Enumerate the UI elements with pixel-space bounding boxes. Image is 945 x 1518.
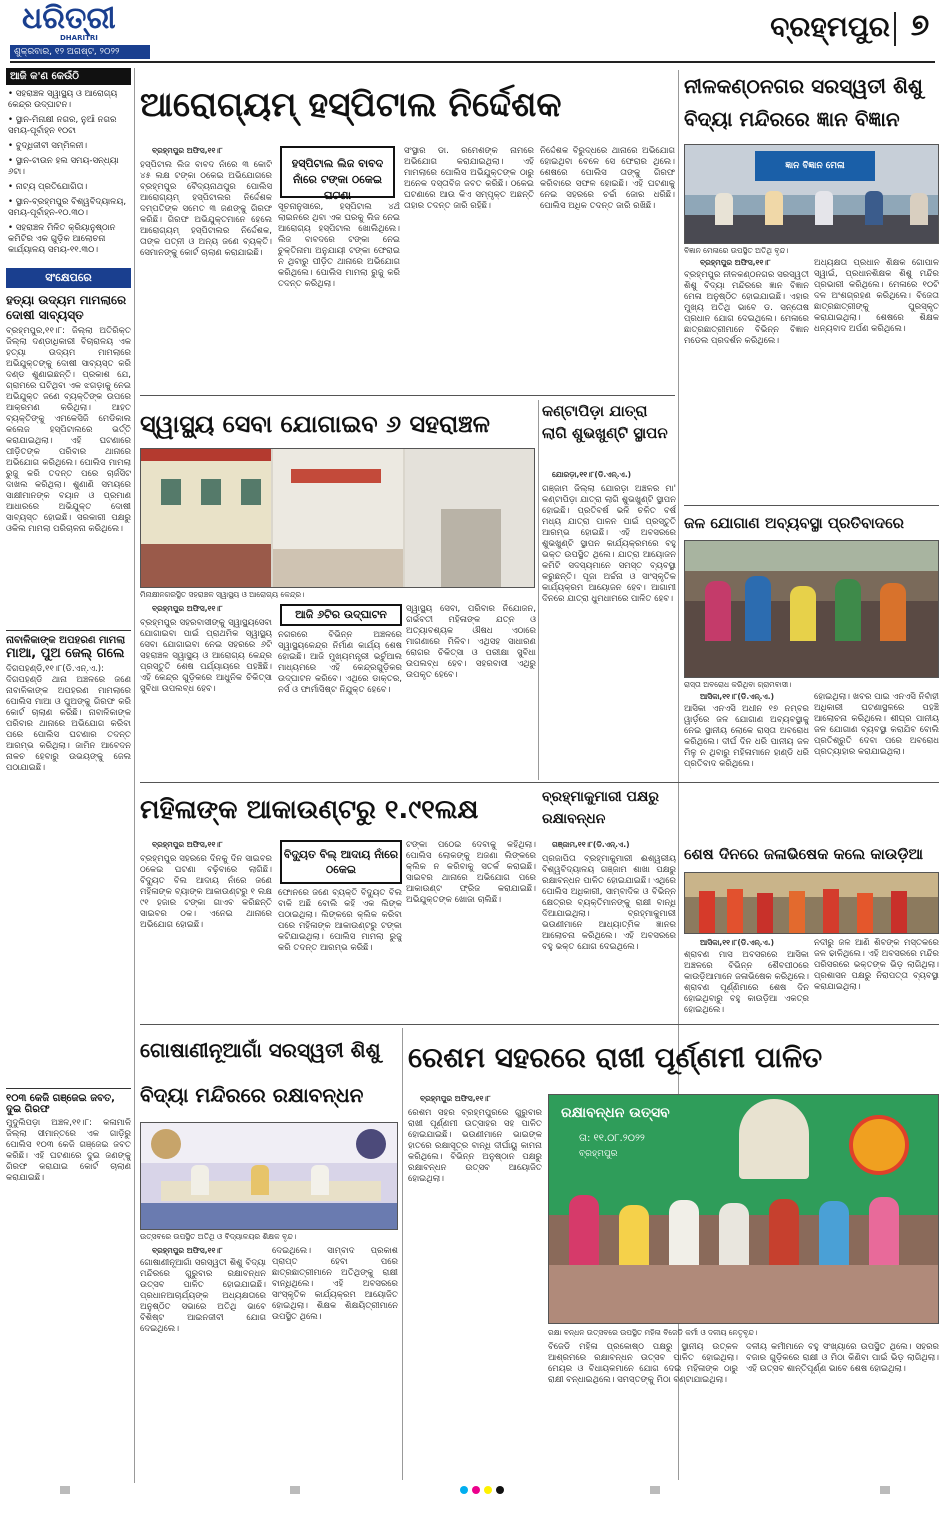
page-number: ୭ [910,8,930,43]
col-rule [402,1028,403,1480]
story9-headline[interactable]: ଗୋଷାଣୀନୂଆଗାଁ ସରସ୍ୱତୀ ଶିଶୁ ବିଦ୍ୟା ମନ୍ଦିରରେ ରକ୍ଷାବନ୍ଧନ [140,1038,381,1107]
photo-devotee [857,893,873,934]
photo-banner [291,469,381,483]
story6-col1: ବ୍ରହ୍ମପୁର ସହରରେ ଦିନକୁ ଦିନ ସାଇବର ଠକେଇ ଘଟଣା ବଢ଼ିବାରେ ଲାଗିଛି। ବିଦ୍ୟୁତ ବିଲ ଆଦାୟ ନାଁରେ ଜଣେ ମହିଳାଙ୍କ ବ୍ୟାଙ୍କ ଆକାଉଣ୍ଟରୁ ୧ ଲକ୍ଷ ୯୧ ହଜାର ଟଙ୍କା ଗାଏବ କରିଛନ୍ତି ସାଇବର ଠକ। ଏନେଇ ଥାନାରେ ଅଭିଯୋଗ ହୋଇଛି। [140,854,272,930]
story7-dateline: ଗଞ୍ଜାମ,୧୧।୮(ଡି.ଏନ୍.ଏ.) [552,840,630,849]
story2-dateline: ବ୍ରହ୍ମପୁର ଅଫିସ,୧୧।୮ [700,258,771,267]
story8-headline[interactable]: ଶେଷ ଦିନରେ ଜଳାଭିଷେକ କଲେ କାଉଡ଼ିଆ [684,845,924,863]
story1-dateline: ବ୍ରହ୍ମପୁର ଅଫିସ,୧୧।୮ [152,146,223,155]
event-item: • ବୁଦ୍ଧିଜୀବୀ ସମ୍ମିଳନୀ। [8,141,129,152]
brief-title: ସଂକ୍ଷେପରେ [6,268,131,288]
story6-dateline: ବ୍ରହ୍ମପୁର ଅଫିସ,୧୧।୮ [152,840,223,849]
story9-dateline: ବ୍ରହ୍ମପୁର ଅଫିସ,୧୧।୮ [152,1246,223,1255]
story8-photo [684,872,939,934]
story3-caption: ମିନାକ୍ଷୀନଗରସ୍ଥିତ ସହରାଞ୍ଚଳ ସ୍ୱାସ୍ଥ୍ୟ ଓ ଆରୋଗ୍ୟ କେନ୍ଦ୍ର। [140,590,305,599]
story2-headline[interactable]: ନୀଳକଣ୍ଠନଗର ସରସ୍ୱତୀ ଶିଶୁ ବିଦ୍ୟା ମନ୍ଦିରରେ ଜ୍ଞାନ ବିଜ୍ଞାନ [684,74,923,131]
story3-dateline: ବ୍ରହ୍ମପୁର ଅଫିସ,୧୧।୮ [152,604,223,613]
photo-person [910,193,928,225]
sidebar-rule [134,68,135,1483]
masthead [0,0,945,62]
story9-caption: ଉତ୍ସବରେ ଉପସ୍ଥିତ ଅତିଥି ଓ ବିଦ୍ୟାଳୟର ଶିକ୍ଷକ ବୃନ୍ଦ। [140,1232,297,1241]
rule [140,782,939,783]
photo-person [715,193,733,225]
story3-headline[interactable]: ସ୍ୱାସ୍ଥ୍ୟ ସେବା ଯୋଗାଇବ ୬ ସହରାଞ୍ଚଳ [140,410,490,438]
brief2-body: ଦିଗପହଣ୍ଡି,୧୧।୮(ଡି.ଏନ୍.ଏ.): ଦିଗପହଣ୍ଡି ଥାନା ଅଞ୍ଚଳରେ ଜଣେ ନାବାଳିକାଙ୍କ ଅପହରଣ ମାମଲାରେ ପୋଲିସ ମାଆ ଓ ପୁଅଙ୍କୁ ଗିରଫ କରି କୋର୍ଟ ଚାଲାଣ କରିଛି। ନାବାଳିକାଙ୍କ ପରିବାର ଥାନାରେ ଅଭିଯୋଗ କରିବା ପରେ ପୋଲିସ ଘଟଣାର ତଦନ୍ତ ଆରମ୍ଭ କରିଥିଲା। ଜାମିନ ଆବେଦନ ନାକଚ ହେବାରୁ ଉଭୟଙ୍କୁ ଜେଲ ପଠାଯାଇଛି। [6,664,131,773]
story5-caption: ରାସ୍ତା ଅବରୋଧ କରିଥିବା ଗ୍ରାମବାସୀ। [684,680,792,689]
story8-col1: ଶ୍ରାବଣ ମାସ ଅବସରରେ ଆସିକା ଅଞ୍ଚଳରେ ବିଭିନ୍ନ ଶୈବପୀଠରେ କାଉଡ଼ିଆମାନେ ଜଳାଭିଷେକ କରିଥିଲେ। ଶ୍ରାବଣ ପୂର୍ଣ୍ଣିମାରେ ଶେଷ ଦିନ ହୋଇଥିବାରୁ ବହୁ କାଉଡ଼ିଆ ଏକତ୍ର ହୋଇଥିଲେ। [684,950,809,1015]
sidebar [6,68,131,1478]
story5-dateline: ଆସିକା,୧୧।୮(ଡି.ଏନ୍.ଏ.) [700,692,775,701]
color-dot-black [496,1486,504,1494]
photo-floor [141,1203,398,1230]
story3-subbox: ଆଜି ୬ଟିର ଉଦ୍‌ଘାଟନ [280,604,402,626]
photo-banner: ଜ୍ଞାନ ବିଜ୍ଞାନ ମେଳା [755,151,875,181]
story3-col3: ସ୍ୱାସ୍ଥ୍ୟ ସେବା, ପରିବାର ନିଯୋଜନ, ଗର୍ଭବତୀ ମହିଳାଙ୍କ ଯତ୍ନ ଓ ଅତ୍ୟାବଶ୍ୟକ ଔଷଧ ଏଠାରେ ମାଗଣାରେ ମିଳିବ। ଏଥିସହ ସାଧାରଣ ରୋଗର ଚିକିତ୍ସା ଓ ପରୀକ୍ଷା ସୁବିଧା ଉପଲବ୍ଧ ହେବ। ସହରବାସୀ ଏଥିରୁ ଉପକୃତ ହେବେ। [406,604,536,680]
story10-photo [548,1094,939,1324]
story6-col2: ଫୋନରେ ଜଣେ ବ୍ୟକ୍ତି ବିଦ୍ୟୁତ ବିଲ ବାକି ଅଛି ବୋଲି କହି ଏକ ଲିଙ୍କ ପଠାଇଥିଲା। ଲିଙ୍କରେ କ୍ଲିକ କରିବା ପରେ ମହିଳାଙ୍କ ଆକାଉଣ୍ଟରୁ ଟଙ୍କା କଟିଯାଇଥିଲା। ପୋଲିସ ମାମଲା ରୁଜୁ କରି ତଦନ୍ତ ଆରମ୍ଭ କରିଛି। [278,888,402,953]
registration-mark [650,1486,660,1494]
story1-subbox: ହସ୍ପିଟାଲ ଲିଜ ବାବଦ ନାଁରେ ଟଙ୍କା ଠକେଇ ଘଟଣା [280,146,395,198]
story8-dateline: ଆସିକା,୧୧।୮(ଡି.ଏନ୍.ଏ.) [700,938,775,947]
issue-date: ଶୁକ୍ରବାର, ୧୨ ଅଗଷ୍ଟ, ୨୦୨୨ [10,45,150,59]
photo-sky [685,541,939,571]
story6-subbox: ବିଦ୍ୟୁତ ବିଲ୍ ଆଦାୟ ନାଁରେ ଠକେଇ [280,840,402,884]
story10-dateline: ବ୍ରହ୍ମପୁର ଅଫିସ,୧୧।୮ [420,1094,491,1103]
story5-col2: ହୋଇଥିଲା। ଖବର ପାଇ ଏନଏସି ନିର୍ବାହୀ ଅଧିକାରୀ ଘଟଣାସ୍ଥଳରେ ପହଞ୍ଚି ଆଲୋଚନା କରିଥିଲେ। ଶୀଘ୍ର ପାନୀୟ ଜଳ ଯୋଗାଣ ବ୍ୟବସ୍ଥା କରାଯିବ ବୋଲି ପ୍ରତିଶ୍ରୁତି ଦେବା ପରେ ଅବରୋଧ ପ୍ରତ୍ୟାହାର କରାଯାଇଥିଲା। [814,692,939,757]
newspaper-logo-sub: DHARITRI [60,34,98,42]
brief1-body: ବ୍ରହ୍ମପୁର,୧୧।୮: ଜିଲ୍ଲା ଅତିରିକ୍ତ ଜିଲ୍ଲା ଦଣ୍ଡାଧିକାରୀ ବିଚାରାଳୟ ଏକ ହତ୍ୟା ଉଦ୍ୟମ ମାମଲାରେ ଅଭିଯୁକ୍ତଙ୍କୁ ଦୋଷୀ ସାବ୍ୟସ୍ତ କରି ଦଣ୍ଡ ଶୁଣାଇଛନ୍ତି। ପ୍ରକାଶ ଯେ, ଗ୍ରାମରେ ଘଟିଥିବା ଏକ ଝଗଡ଼ାକୁ ନେଇ ଅଭିଯୁକ୍ତ ଜଣେ ବ୍ୟକ୍ତିଙ୍କ ଉପରେ ଆକ୍ରମଣ କରିଥିଲା। ଆହତ ବ୍ୟକ୍ତିଙ୍କୁ ଏମକେସିଜି ମେଡିକାଲ କଲେଜ ହସ୍ପିଟାଲରେ ଭର୍ତ୍ତି କରାଯାଇଥିଲା। ଏହି ଘଟଣାରେ ପୀଡ଼ିତଙ୍କ ପରିବାର ଥାନାରେ ଅଭିଯୋଗ କରିଥିଲେ। ପୋଲିସ ମାମଲା ରୁଜୁ କରି ତଦନ୍ତ ପରେ ଚାର୍ଜସିଟ ଦାଖଲ କରିଥିଲା। ଶୁଣାଣି ସମୟରେ ସାକ୍ଷୀମାନଙ୍କ ବୟାନ ଓ ପ୍ରମାଣ ଆଧାରରେ ଅଭିଯୁକ୍ତ ଦୋଷୀ ସାବ୍ୟସ୍ତ ହୋଇଛି। ସରକାରୀ ପକ୍ଷରୁ ଓକିଲ ମାମଲା ପରିଚାଳନା କରିଥିଲେ। [6,326,131,534]
photo-person [815,191,833,225]
event-item: • ସ୍ଥାନ-ମିନାକ୍ଷୀ ନଗର, ନୁଆଁ ନଗର ସମୟ-ପୂର୍ବାହ୍ନ ୧୦ଟା [8,115,129,137]
story1-col1: ହସ୍ପିଟାଲ ଲିଜ ବାବଦ ନାଁରେ ୩ କୋଟି ୪୫ ଲକ୍ଷ ଟଙ୍କା ଠକେଇ ଅଭିଯୋଗରେ ବ୍ରହ୍ମପୁର ବୈଦ୍ୟନାଥପୁର ପୋଲିସ ଆରୋଗ୍ୟମ୍ ହସ୍ପିଟାଲର ନିର୍ଦ୍ଦେଶକ ଦମ୍ପତିଙ୍କ ସମେତ ୩ ଜଣଙ୍କୁ ଗିରଫ କରିଛି। ଗିରଫ ଅଭିଯୁକ୍ତମାନେ ହେଲେ ଆରୋଗ୍ୟମ୍ ହସ୍ପିଟାଲର ନିର୍ଦ୍ଦେଶକ, ତାଙ୍କ ପତ୍ନୀ ଓ ଅନ୍ୟ ଜଣେ ବ୍ୟକ୍ତି। ସେମାନଙ୍କୁ କୋର୍ଟ ଚାଲାଣ କରାଯାଇଛି। [140,160,272,258]
photo-devotee [699,891,715,934]
story1-col4: ନିର୍ଦ୍ଦେଶକ ବିରୁଦ୍ଧରେ ଥାନାରେ ଅଭିଯୋଗ ହୋଇଥିବା ବେଳେ ସେ ଫେରାର ଥିଲେ। ଶେଷରେ ପୋଲିସ ତାଙ୍କୁ ଗିରଫ କରିବାରେ ସଫଳ ହୋଇଛି। ଏହି ଘଟଣାକୁ ନେଇ ସହରରେ ଚର୍ଚ୍ଚା ଜୋର ଧରିଛି। ପୋଲିସ ଅଧିକ ତଦନ୍ତ ଜାରି ରଖିଛି। [540,146,675,211]
story7-body: ପ୍ରଜାପିତା ବ୍ରହ୍ମାକୁମାରୀ ଈଶ୍ୱରୀୟ ବିଶ୍ୱବିଦ୍ୟାଳୟ ଗଞ୍ଜାମ ଶାଖା ପକ୍ଷରୁ ରକ୍ଷାବନ୍ଧନ ପାଳିତ ହୋଇଯାଇଛି। ଏଥିରେ ପୋଲିସ ଅଧିକାରୀ, ସାମ୍ବାଦିକ ଓ ବିଭିନ୍ନ କ୍ଷେତ୍ରର ବ୍ୟକ୍ତିମାନଙ୍କୁ ରାକ୍ଷୀ ବାନ୍ଧି ଦିଆଯାଇଥିଲା। ବ୍ରହ୍ମାକୁମାରୀ ଭଉଣୀମାନେ ଆଧ୍ୟାତ୍ମିକ ଜ୍ଞାନର ଆଲୋଚନା କରିଥିଲେ। ଏହି ଅବସରରେ ବହୁ ଭକ୍ତ ଯୋଗ ଦେଇଥିଲେ। [542,854,676,952]
color-dot-magenta [472,1486,480,1494]
story4-headline[interactable]: କଣ୍ଟାପିଡ଼ା ଯାତ୍ରା ଲାଗି ଶୁଭଖୁଣ୍ଟି ସ୍ଥାପନ [542,402,668,442]
photo-devotee [891,891,907,934]
story9-col1: ଗୋଷାଣୀନୂଆଗାଁ ସରସ୍ୱତୀ ଶିଶୁ ବିଦ୍ୟା ମନ୍ଦିରରେ ଗୁରୁବାର ରକ୍ଷାବନ୍ଧନ ଉତ୍ସବ ପାଳିତ ହୋଇଯାଇଛି। ପ୍ରଧାନଆଚାର୍ଯ୍ୟଙ୍କ ଅଧ୍ୟକ୍ଷତାରେ ଅନୁଷ୍ଠିତ ସଭାରେ ଅତିଥି ଭାବେ ବିଶିଷ୍ଟ ଆଇନଜୀବୀ ଯୋଗ ଦେଇଥିଲେ। [140,1258,266,1334]
events-title: ଆଜି କ'ଣ କେଉଁଠି [6,68,131,85]
story5-photo [684,540,939,678]
photo-person [719,1203,749,1265]
section-divider [894,12,896,46]
photo-person [251,1165,269,1195]
photo-person [619,1205,649,1265]
footer-bar [0,1484,945,1497]
photo-devotee [789,891,805,934]
photo-devotee [823,889,839,934]
event-item: • ସହରାଞ୍ଚଳ ସ୍ୱାସ୍ଥ୍ୟ ଓ ଆରୋଗ୍ୟ କେନ୍ଦ୍ର ଉଦ୍‌ଘାଟନ। [8,89,129,111]
story3-photo [140,448,535,588]
event-item: • ସ୍ଥାନ-ବ୍ରହ୍ମପୁର ବିଶ୍ୱବିଦ୍ୟାଳୟ, ସମୟ-ପୂର୍ବାହ୍ନ-୧୦.୩୦। [8,197,129,219]
color-dot-yellow [484,1486,492,1494]
photo-person [191,1165,209,1195]
story1-col2: ସୂଚନାନୁସାରେ, ହସ୍ପିଟାଲ ୪ର୍ଥ ଲାଇନରେ ଥିବା ଏକ ଘରକୁ ଲିଜ ନେଇ ଆରୋଗ୍ୟ ହସ୍ପିଟାଲ ଖୋଲିଥିଲେ। ଲିଜ ବାବଦରେ ଟଙ୍କା ନେଇ ଚୁକ୍ତିନାମା ଅନୁଯାୟୀ ଟଙ୍କା ଫେରାଇ ନ ଥିବାରୁ ପୀଡ଼ିତ ଥାନାରେ ଅଭିଯୋଗ କରିଥିଲେ। ପୋଲିସ ମାମଲା ରୁଜୁ କରି ତଦନ୍ତ କରିଥିଲା। [278,202,400,289]
photo-portrait [356,1129,386,1159]
brief1-headline[interactable]: ହତ୍ୟା ଉଦ୍ୟମ ମାମଲାରେ ଦୋଷୀ ସାବ୍ୟସ୍ତ [6,293,127,322]
brief3-headline[interactable]: ୧୦୩ କେଜି ଗଞ୍ଜେଇ ଜବତ, ଦୁଇ ଗିରଫ [6,1093,115,1115]
story10-col1: ରେଶମ ସହର ବ୍ରହ୍ମପୁରରେ ଗୁରୁବାର ରାଖୀ ପୂର୍ଣ୍ଣମୀ ଉତ୍ସାହର ସହ ପାଳିତ ହୋଇଯାଇଛି। ଭଉଣୀମାନେ ଭାଇଙ୍କ ହାତରେ ରକ୍ଷାସୂତ୍ର ବାନ୍ଧି ଦୀର୍ଘାୟୁ କାମନା କରିଥିଲେ। ବିଭିନ୍ନ ଅନୁଷ୍ଠାନ ପକ୍ଷରୁ ରକ୍ଷାବନ୍ଧନ ଉତ୍ସବ ଆୟୋଜିତ ହୋଇଥିଲା। [408,1108,542,1184]
photo-floor [273,549,403,588]
story10-col2: ବିଜେଡି ମହିଳା ପ୍ରକୋଷ୍ଠ ପକ୍ଷରୁ ସ୍ଥାନୀୟ ଉତ୍କଳ ଆଶ୍ରମରେ ରକ୍ଷାବନ୍ଧନ ଉତ୍ସବ ପାଳିତ ହୋଇଥିଲା। ମେୟର ଓ ବିଧାୟକମାନେ ଯୋଗ ଦେଇ ମହିଳାଙ୍କ ଠାରୁ ରାକ୍ଷୀ ବନ୍ଧାଇଥିଲେ। ସମସ୍ତଙ୍କୁ ମିଠା ବଣ୍ଟାଯାଇଥିଲା। [548,1342,738,1385]
story3-col1: ବ୍ରହ୍ମପୁର ସହରବାସୀଙ୍କୁ ସ୍ୱାସ୍ଥ୍ୟସେବା ଯୋଗାଇବା ପାଇଁ ପ୍ରାଥମିକ ସ୍ୱାସ୍ଥ୍ୟ ସେବା ଯୋଗାଇବା ନେଇ ସହରରେ ୬ଟି ସହରାଞ୍ଚଳ ସ୍ୱାସ୍ଥ୍ୟ ଓ ଆରୋଗ୍ୟ କେନ୍ଦ୍ର ପ୍ରସ୍ତୁତି ଶେଷ ପର୍ଯ୍ୟାୟରେ ପହଞ୍ଚିଛି। ଏହି କେନ୍ଦ୍ର ଗୁଡ଼ିକରେ ଆଧୁନିକ ଚିକିତ୍ସା ସୁବିଧା ଉପଲବ୍ଧ ହେବ। [140,618,272,694]
photo-person [311,1165,329,1195]
photo-portrait [151,1129,181,1159]
newspaper-logo[interactable]: ଧରିତ୍ରୀ [22,1,116,36]
story9-col2: ଦେଇଥିଲେ। ସାମ୍ବାଦ ପ୍ରକାଶ ପ୍ରାପ୍ତ ହେବା ପରେ ଛାତ୍ରଛାତ୍ରୀମାନେ ଅତିଥିଙ୍କୁ ରାକ୍ଷୀ ବାନ୍ଧିଥିଲେ। ଏହି ଅବସରରେ ସାଂସ୍କୃତିକ କାର୍ଯ୍ୟକ୍ରମ ଆୟୋଜିତ ହୋଇଥିଲା। ଶିକ୍ଷକ ଶିକ୍ଷୟିତ୍ରୀମାନେ ଉପସ୍ଥିତ ଥିଲେ। [272,1246,398,1322]
story2-col2: ଅଧ୍ୟକ୍ଷତା ପ୍ରଧାନ ଶିକ୍ଷକ ଗୋପାଳ ସ୍ୱାଇଁ, ପ୍ରଧାନଶିକ୍ଷକ ଶିଶୁ ମନ୍ଦିର ପ୍ରଭାରୀ କରିଥିଲେ। ମେଳାରେ ୧୦ଟି ଦଳ ଅଂଶଗ୍ରହଣ କରିଥିଲେ। ବିଜେତା ଛାତ୍ରଛାତ୍ରୀଙ୍କୁ ପୁରସ୍କୃତ କରାଯାଇଥିଲା। ଶେଷରେ ଶିକ୍ଷକ ଧନ୍ୟବାଦ ଅର୍ପଣ କରିଥିଲେ। [814,258,939,334]
photo-person [669,1200,699,1265]
masthead-rule [10,61,935,63]
story6-headline[interactable]: ମହିଳାଙ୍କ ଆକାଉଣ୍ଟରୁ ୧.୯୧ଲକ୍ଷ [140,795,479,825]
story10-caption: ରକ୍ଷା ବନ୍ଧନ ଉତ୍ସବରେ ଉପସ୍ଥିତ ମହିଳା ବିଜେଡି କର୍ମୀ ଓ ଦଳୀୟ ନେତୃବୃନ୍ଦ। [548,1328,758,1337]
photo-roof [141,449,271,461]
story10-col3: ଦଳୀୟ କର୍ମୀମାନେ ବହୁ ସଂଖ୍ୟାରେ ଉପସ୍ଥିତ ଥିଲେ। ସହରର ବଜାର ଗୁଡ଼ିକରେ ରାକ୍ଷୀ ଓ ମିଠା କିଣିବା ପାଇଁ ଭିଡ଼ ଲାଗିଥିଲା। ଏହି ଉତ୍ସବ ଶାନ୍ତିପୂର୍ଣ୍ଣ ଭାବେ ଶେଷ ହୋଇଥିଲା। [746,1342,939,1374]
story10-headline[interactable]: ରେଶମ ସହରରେ ରାଖୀ ପୂର୍ଣ୍ଣମୀ ପାଳିତ [408,1041,823,1074]
story5-col1: ଆସିକା ଏନଏସି ଅଧୀନ ୧୭ ନମ୍ବର ୱାର୍ଡ଼ରେ ଜଳ ଯୋଗାଣ ଅବ୍ୟବସ୍ଥାକୁ ନେଇ ସ୍ଥାନୀୟ ଲୋକେ ରାସ୍ତା ଅବରୋଧ କରିଥିଲେ। ଦୀର୍ଘ ଦିନ ଧରି ପାନୀୟ ଜଳ ମିଳୁ ନ ଥିବାରୁ ମହିଳାମାନେ ହାଣ୍ଡି ଧରି ପ୍ରତିବାଦ କରିଥିଲେ। [684,704,809,769]
story8-col2: ନଦୀରୁ ଜଳ ଆଣି ଶିବଙ୍କ ମସ୍ତକରେ ଜଳ ଢାଳିଥିଲେ। ଏହି ଅବସରରେ ମନ୍ଦିର ପରିସରରେ ଭକ୍ତଙ୍କ ଭିଡ଼ ଲାଗିଥିଲା। ପ୍ରଶାସନ ପକ୍ଷରୁ ନିରାପତ୍ତା ବ୍ୟବସ୍ଥା କରାଯାଇଥିଲା। [814,938,939,992]
event-item: • ନାଟ୍ୟ ପ୍ରତିଯୋଗିତା। [8,182,129,193]
photo-person [835,579,861,641]
brief2-headline-b[interactable]: ମାଆ, ପୁଅ ଜେଲ୍ ଗଲେ [6,646,125,661]
story5-headline[interactable]: ଜଳ ଯୋଗାଣ ଅବ୍ୟବସ୍ଥା ପ୍ରତିବାଦରେ [684,514,904,532]
story2-caption: ବିଜ୍ଞାନ ମେଳାରେ ଉପସ୍ଥିତ ଅତିଥି ବୃନ୍ଦ। [684,246,789,255]
story4-dateline: ଯୋରଡ଼ା,୧୧।୮(ଡି.ଏନ୍.ଏ.) [552,470,632,479]
photo-window [241,479,261,505]
rule [140,1024,939,1025]
events-list [6,85,131,264]
photo-person [765,191,783,225]
photo-person [790,586,816,641]
story2-photo [684,144,939,244]
photo-ground [141,544,271,588]
section-title: ବ୍ରହ୍ମପୁର [770,10,890,43]
photo-banner-date: ତା: ୧୧.୦୮.୨୦୨୨ [579,1133,645,1144]
photo-banner-place: ବ୍ରହ୍ମପୁର [579,1149,618,1159]
brief2-headline[interactable]: ନାବାଳିକାଙ୍କ ଅପହରଣ ମାମଲା [6,635,126,646]
photo-devotee [727,889,743,934]
photo-devotee [757,893,773,934]
registration-mark [880,1486,890,1494]
story1-headline[interactable]: ଆରୋଗ୍ୟମ୍ ହସ୍ପିଟାଲ ନିର୍ଦ୍ଦେଶକ [140,85,562,125]
col-rule [538,400,539,780]
photo-person [865,191,883,225]
photo-person [880,583,906,641]
photo-person [745,576,771,641]
brief3-body: ମୁଦୁଲିପଡ଼ା ଅଞ୍ଚଳ,୧୧।୮: କଳାମାଳି ଜିଲ୍ଲା ସୀମାନ୍ତରେ ଏକ ଗାଡ଼ିରୁ ପୋଲିସ ୧୦୩ କେଜି ଗଞ୍ଜେଇ ଜବତ କରିଛି। ଏହି ଘଟଣାରେ ଦୁଇ ଜଣଙ୍କୁ ଗିରଫ କରାଯାଇ କୋର୍ଟ ଚାଲାଣ କରାଯାଇଛି। [6,1118,131,1183]
photo-person [705,581,731,641]
photo-person [769,1199,799,1265]
story4-body: ଗଞ୍ଜାମ ଜିଲ୍ଲା ଯୋରଡ଼ା ଅଞ୍ଚଳର ମା' କଣ୍ଟାପିଡ଼ା ଯାତ୍ରା ଲାଗି ଶୁଭଖୁଣ୍ଟି ସ୍ଥାପନ ହୋଇଛି। ପ୍ରତିବର୍ଷ ଭଳି ଚଳିତ ବର୍ଷ ମଧ୍ୟ ଯାତ୍ରା ପାଳନ ପାଇଁ ପ୍ରସ୍ତୁତି ଆରମ୍ଭ ହୋଇଛି। ଏହି ଅବସରରେ ଶୁଭଖୁଣ୍ଟି ସ୍ଥାପନ କାର୍ଯ୍ୟକ୍ରମରେ ବହୁ ଭକ୍ତ ଉପସ୍ଥିତ ଥିଲେ। ଯାତ୍ରା ଆୟୋଜନ କମିଟି ସଦସ୍ୟମାନେ ସମସ୍ତ ବ୍ୟବସ୍ଥା କରୁଛନ୍ତି। ପୂଜା ଅର୍ଚ୍ଚନା ଓ ସାଂସ୍କୃତିକ କାର୍ଯ୍ୟକ୍ରମ ଆୟୋଜନ ହେବ। ଆଗାମୀ ଦିନରେ ଯାତ୍ରା ଧୁମଧାମରେ ପାଳିତ ହେବ। [542,484,676,604]
event-item: • ସହରାଞ୍ଚଳ ମିଳିତ କ୍ରିୟାନୁଷ୍ଠାନ କମିଟିର ଏକ ଗୁଡ଼ିକ ଆଲୋଚନା କାର୍ଯ୍ୟାଳୟ ସମୟ-୧୧.୩୦। [8,223,129,256]
story6-col3: ଟଙ୍କା ପଠେଇ ଦେବାକୁ କହିଥିଲା। ପୋଲିସ ଲୋକଙ୍କୁ ଅଜଣା ଲିଙ୍କରେ କ୍ଲିକ ନ କରିବାକୁ ସତର୍କ କରାଇଛି। ସାଇବର ଥାନାରେ ଅଭିଯୋଗ ପରେ ଆକାଉଣ୍ଟ ଫ୍ରିଜ କରାଯାଇଛି। ଅଭିଯୁକ୍ତଙ୍କ ଖୋଜା ଚାଲିଛି। [406,840,536,905]
story7-headline[interactable]: ବ୍ରହ୍ମାକୁମାରୀ ପକ୍ଷରୁ ରକ୍ଷାବନ୍ଧନ [542,789,659,827]
photo-person [869,1197,899,1265]
rule [684,505,939,506]
event-item: • ସ୍ଥାନ-ଟାଉନ ହଲ ସମୟ-ସନ୍ଧ୍ୟା ୬ଟା। [8,156,129,178]
photo-rakhi-icon [849,1115,909,1175]
story9-photo [140,1122,398,1230]
photo-corridor-floor [441,509,501,588]
registration-mark [290,1486,300,1494]
photo-person [819,1201,849,1265]
color-dot-cyan [460,1486,468,1494]
photo-banner-title: ରକ୍ଷାବନ୍ଧନ ଉତ୍ସବ [561,1105,670,1121]
photo-floor [549,1265,939,1324]
photo-portrait [739,1099,809,1179]
story3-col2: ନଗରରେ ବିଭିନ୍ନ ଅଞ୍ଚଳରେ ସ୍ୱାସ୍ଥ୍ୟକେନ୍ଦ୍ର ନିର୍ମାଣ କାର୍ଯ୍ୟ ଶେଷ ହୋଇଛି। ଆଜି ମୁଖ୍ୟମନ୍ତ୍ରୀ ଭର୍ଚୁଆଲ ମାଧ୍ୟମରେ ଏହି କେନ୍ଦ୍ରଗୁଡ଼ିକର ଉଦ୍‌ଘାଟନ କରିବେ। ଏଥିରେ ଡାକ୍ତର, ନର୍ସ ଓ ଫାର୍ମାସିଷ୍ଟ ନିଯୁକ୍ତ ହେବେ। [278,630,402,695]
photo-person [569,1195,599,1265]
story1-col3: ସଂସ୍ଥାର ଡା. ରମେଶଙ୍କ ନାମରେ ଅଭିଯୋଗ କରାଯାଇଥିଲା। ଏହି ମାମଲାରେ ପୋଲିସ ଅଭିଯୁକ୍ତଙ୍କ ଠାରୁ ଅନେକ ଦସ୍ତାବିଜ ଜବତ କରିଛି। ଠକେଇ ଘଟଣାରେ ଆଉ କିଏ ସମ୍ପୃକ୍ତ ଅଛନ୍ତି ତାହାର ତଦନ୍ତ ଜାରି ରହିଛି। [404,146,534,211]
photo-window [201,479,221,505]
registration-mark [60,1486,70,1494]
rule [140,395,675,396]
story2-col1: ବ୍ରହ୍ମପୁର ନୀଳକଣ୍ଠନଗର ସରସ୍ୱତୀ ଶିଶୁ ବିଦ୍ୟା ମନ୍ଦିରରେ ଜ୍ଞାନ ବିଜ୍ଞାନ ମେଳା ଅନୁଷ୍ଠିତ ହୋଇଯାଇଛି। ଏହାର ମୁଖ୍ୟ ଅତିଥି ଭାବେ ଡ. ସନ୍ତୋଷ ପ୍ରଧାନ ଯୋଗ ଦେଇଥିଲେ। ମେଳାରେ ଛାତ୍ରଛାତ୍ରୀମାନେ ବିଭିନ୍ନ ବିଜ୍ଞାନ ମଡେଲ ପ୍ରଦର୍ଶନ କରିଥିଲେ। [684,270,809,346]
photo-window [161,479,181,505]
